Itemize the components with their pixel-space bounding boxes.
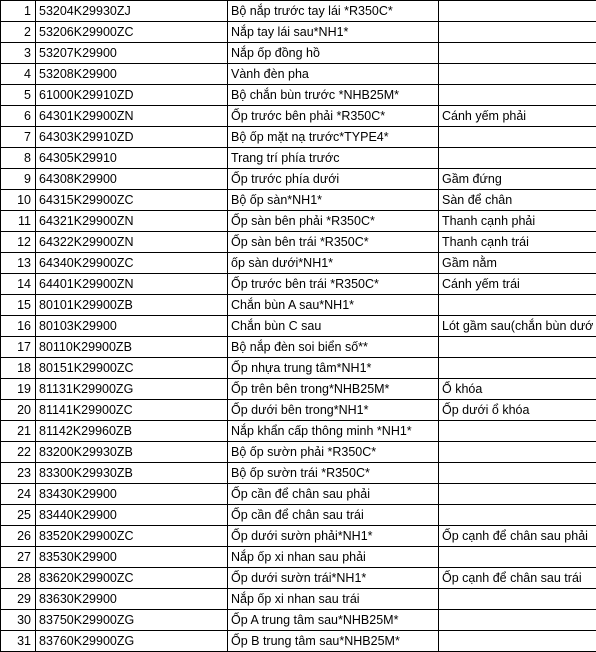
table-row[interactable] bbox=[1, 400, 596, 421]
note-cell[interactable]: Ổ khóa bbox=[439, 379, 596, 400]
note-cell[interactable] bbox=[439, 589, 596, 610]
part-code-cell[interactable]: 81142K29960ZB bbox=[36, 421, 228, 442]
part-name-cell[interactable]: Bộ ốp mặt nạ trước*TYPE4* bbox=[228, 127, 439, 148]
part-code-cell[interactable]: 83620K29900ZC bbox=[36, 568, 228, 589]
table-row[interactable] bbox=[1, 610, 596, 631]
note-cell[interactable]: Sàn để chân bbox=[439, 190, 596, 211]
note-cell[interactable] bbox=[439, 631, 596, 652]
part-name-cell[interactable]: Nắp ốp xi nhan sau trái bbox=[228, 589, 439, 610]
table-row[interactable] bbox=[1, 274, 596, 295]
part-name-cell[interactable]: Ốp sàn bên phải *R350C* bbox=[228, 211, 439, 232]
part-code-cell[interactable]: 64301K29900ZN bbox=[36, 106, 228, 127]
table-row[interactable] bbox=[1, 568, 596, 589]
part-name-cell[interactable]: Bộ nắp đèn soi biển số** bbox=[228, 337, 439, 358]
row-number-cell[interactable]: 4 bbox=[1, 64, 36, 85]
table-row[interactable] bbox=[1, 106, 596, 127]
part-code-cell[interactable]: 83300K29930ZB bbox=[36, 463, 228, 484]
part-name-cell[interactable]: Bộ ốp sườn trái *R350C* bbox=[228, 463, 439, 484]
part-name-cell[interactable]: Bộ chắn bùn trước *NHB25M* bbox=[228, 85, 439, 106]
part-code-cell[interactable]: 64340K29900ZC bbox=[36, 253, 228, 274]
note-cell[interactable] bbox=[439, 295, 596, 316]
note-cell[interactable] bbox=[439, 547, 596, 568]
row-number-cell[interactable]: 24 bbox=[1, 484, 36, 505]
note-cell[interactable] bbox=[439, 337, 596, 358]
part-name-cell[interactable]: Bộ nắp trước tay lái *R350C* bbox=[228, 1, 439, 22]
part-code-cell[interactable]: 64315K29900ZC bbox=[36, 190, 228, 211]
note-cell[interactable] bbox=[439, 463, 596, 484]
part-code-cell[interactable]: 83440K29900 bbox=[36, 505, 228, 526]
table-row[interactable] bbox=[1, 1, 596, 22]
row-number-cell[interactable]: 7 bbox=[1, 127, 36, 148]
part-name-cell[interactable]: Chắn bùn A sau*NH1* bbox=[228, 295, 439, 316]
table-row[interactable] bbox=[1, 295, 596, 316]
table-row[interactable] bbox=[1, 463, 596, 484]
note-cell[interactable]: Lót gầm sau(chắn bùn dướ bbox=[439, 316, 596, 337]
note-cell[interactable] bbox=[439, 442, 596, 463]
part-name-cell[interactable]: Ốp cần để chân sau phải bbox=[228, 484, 439, 505]
part-name-cell[interactable]: Nắp ốp đồng hồ bbox=[228, 43, 439, 64]
table-row[interactable] bbox=[1, 589, 596, 610]
part-name-cell[interactable]: Ốp B trung tâm sau*NHB25M* bbox=[228, 631, 439, 652]
row-number-cell[interactable]: 20 bbox=[1, 400, 36, 421]
row-number-cell[interactable]: 18 bbox=[1, 358, 36, 379]
part-name-cell[interactable]: Ốp dưới sườn trái*NH1* bbox=[228, 568, 439, 589]
note-cell[interactable]: Thanh cạnh trái bbox=[439, 232, 596, 253]
table-row[interactable] bbox=[1, 127, 596, 148]
row-number-cell[interactable]: 30 bbox=[1, 610, 36, 631]
part-code-cell[interactable]: 64308K29900 bbox=[36, 169, 228, 190]
part-code-cell[interactable]: 80110K29900ZB bbox=[36, 337, 228, 358]
part-code-cell[interactable]: 80101K29900ZB bbox=[36, 295, 228, 316]
part-name-cell[interactable]: Chắn bùn C sau bbox=[228, 316, 439, 337]
part-name-cell[interactable]: Nắp ốp xi nhan sau phải bbox=[228, 547, 439, 568]
part-code-cell[interactable]: 61000K29910ZD bbox=[36, 85, 228, 106]
table-row[interactable] bbox=[1, 421, 596, 442]
row-number-cell[interactable]: 3 bbox=[1, 43, 36, 64]
row-number-cell[interactable]: 10 bbox=[1, 190, 36, 211]
part-name-cell[interactable]: Ốp dưới sườn phải*NH1* bbox=[228, 526, 439, 547]
row-number-cell[interactable]: 8 bbox=[1, 148, 36, 169]
part-code-cell[interactable]: 83750K29900ZG bbox=[36, 610, 228, 631]
row-number-cell[interactable]: 1 bbox=[1, 1, 36, 22]
table-row[interactable] bbox=[1, 22, 596, 43]
note-cell[interactable]: Thanh cạnh phải bbox=[439, 211, 596, 232]
row-number-cell[interactable]: 21 bbox=[1, 421, 36, 442]
row-number-cell[interactable]: 28 bbox=[1, 568, 36, 589]
row-number-cell[interactable]: 26 bbox=[1, 526, 36, 547]
note-cell[interactable] bbox=[439, 610, 596, 631]
part-code-cell[interactable]: 80103K29900 bbox=[36, 316, 228, 337]
note-cell[interactable]: Gầm đứng bbox=[439, 169, 596, 190]
row-number-cell[interactable]: 17 bbox=[1, 337, 36, 358]
note-cell[interactable] bbox=[439, 148, 596, 169]
row-number-cell[interactable]: 9 bbox=[1, 169, 36, 190]
part-name-cell[interactable]: Vành đèn pha bbox=[228, 64, 439, 85]
part-name-cell[interactable]: Trang trí phía trước bbox=[228, 148, 439, 169]
part-name-cell[interactable]: Ốp trước phía dưới bbox=[228, 169, 439, 190]
part-code-cell[interactable]: 53207K29900 bbox=[36, 43, 228, 64]
row-number-cell[interactable]: 31 bbox=[1, 631, 36, 652]
part-name-cell[interactable]: Ốp dưới bên trong*NH1* bbox=[228, 400, 439, 421]
note-cell[interactable] bbox=[439, 85, 596, 106]
table-row[interactable] bbox=[1, 148, 596, 169]
part-code-cell[interactable]: 83520K29900ZC bbox=[36, 526, 228, 547]
part-code-cell[interactable]: 83630K29900 bbox=[36, 589, 228, 610]
row-number-cell[interactable]: 16 bbox=[1, 316, 36, 337]
part-name-cell[interactable]: Nắp tay lái sau*NH1* bbox=[228, 22, 439, 43]
table-row[interactable] bbox=[1, 379, 596, 400]
part-name-cell[interactable]: Ốp trước bên phải *R350C* bbox=[228, 106, 439, 127]
row-number-cell[interactable]: 15 bbox=[1, 295, 36, 316]
table-row[interactable] bbox=[1, 232, 596, 253]
table-row[interactable] bbox=[1, 484, 596, 505]
note-cell[interactable] bbox=[439, 127, 596, 148]
table-row[interactable] bbox=[1, 43, 596, 64]
table-row[interactable] bbox=[1, 358, 596, 379]
part-code-cell[interactable]: 83430K29900 bbox=[36, 484, 228, 505]
row-number-cell[interactable]: 25 bbox=[1, 505, 36, 526]
part-code-cell[interactable]: 53206K29900ZC bbox=[36, 22, 228, 43]
row-number-cell[interactable]: 19 bbox=[1, 379, 36, 400]
part-code-cell[interactable]: 80151K29900ZC bbox=[36, 358, 228, 379]
part-code-cell[interactable]: 83760K29900ZG bbox=[36, 631, 228, 652]
table-row[interactable] bbox=[1, 631, 596, 652]
row-number-cell[interactable]: 6 bbox=[1, 106, 36, 127]
row-number-cell[interactable]: 14 bbox=[1, 274, 36, 295]
row-number-cell[interactable]: 2 bbox=[1, 22, 36, 43]
note-cell[interactable]: Cánh yếm trái bbox=[439, 274, 596, 295]
table-row[interactable] bbox=[1, 316, 596, 337]
part-code-cell[interactable]: 81141K29900ZC bbox=[36, 400, 228, 421]
note-cell[interactable]: Ốp dưới ổ khóa bbox=[439, 400, 596, 421]
note-cell[interactable] bbox=[439, 421, 596, 442]
part-code-cell[interactable]: 83200K29930ZB bbox=[36, 442, 228, 463]
row-number-cell[interactable]: 27 bbox=[1, 547, 36, 568]
row-number-cell[interactable]: 29 bbox=[1, 589, 36, 610]
table-row[interactable] bbox=[1, 442, 596, 463]
table-row[interactable] bbox=[1, 64, 596, 85]
part-name-cell[interactable]: Ốp nhựa trung tâm*NH1* bbox=[228, 358, 439, 379]
table-row[interactable] bbox=[1, 337, 596, 358]
note-cell[interactable]: Gầm nằm bbox=[439, 253, 596, 274]
table-row[interactable] bbox=[1, 211, 596, 232]
note-cell[interactable]: Ốp cạnh để chân sau trái bbox=[439, 568, 596, 589]
note-cell[interactable] bbox=[439, 358, 596, 379]
parts-table-body bbox=[1, 1, 596, 652]
table-row[interactable] bbox=[1, 505, 596, 526]
part-name-cell[interactable]: Ốp sàn bên trái *R350C* bbox=[228, 232, 439, 253]
table-row[interactable] bbox=[1, 526, 596, 547]
part-code-cell[interactable]: 53208K29900 bbox=[36, 64, 228, 85]
note-cell[interactable]: Cánh yếm phải bbox=[439, 106, 596, 127]
row-number-cell[interactable]: 5 bbox=[1, 85, 36, 106]
part-code-cell[interactable]: 81131K29900ZG bbox=[36, 379, 228, 400]
part-name-cell[interactable]: Ốp trên bên trong*NHB25M* bbox=[228, 379, 439, 400]
part-name-cell[interactable]: Bộ ốp sàn*NH1* bbox=[228, 190, 439, 211]
row-number-cell[interactable]: 23 bbox=[1, 463, 36, 484]
part-code-cell[interactable]: 64321K29900ZN bbox=[36, 211, 228, 232]
part-name-cell[interactable]: Nắp khẩn cấp thông minh *NH1* bbox=[228, 421, 439, 442]
note-cell[interactable] bbox=[439, 484, 596, 505]
row-number-cell[interactable]: 12 bbox=[1, 232, 36, 253]
table-row[interactable] bbox=[1, 190, 596, 211]
part-code-cell[interactable]: 53204K29930ZJ bbox=[36, 1, 228, 22]
part-code-cell[interactable]: 64303K29910ZD bbox=[36, 127, 228, 148]
part-name-cell[interactable]: ốp sàn dưới*NH1* bbox=[228, 253, 439, 274]
table-row[interactable] bbox=[1, 85, 596, 106]
note-cell[interactable] bbox=[439, 505, 596, 526]
note-cell[interactable] bbox=[439, 22, 596, 43]
part-code-cell[interactable]: 64401K29900ZN bbox=[36, 274, 228, 295]
row-number-cell[interactable]: 11 bbox=[1, 211, 36, 232]
note-cell[interactable] bbox=[439, 64, 596, 85]
part-code-cell[interactable]: 64305K29910 bbox=[36, 148, 228, 169]
part-name-cell[interactable]: Ốp cần để chân sau trái bbox=[228, 505, 439, 526]
part-name-cell[interactable]: Bộ ốp sườn phải *R350C* bbox=[228, 442, 439, 463]
row-number-cell[interactable]: 22 bbox=[1, 442, 36, 463]
table-row[interactable] bbox=[1, 547, 596, 568]
table-row[interactable] bbox=[1, 253, 596, 274]
note-cell[interactable] bbox=[439, 1, 596, 22]
note-cell[interactable] bbox=[439, 43, 596, 64]
row-number-cell[interactable]: 13 bbox=[1, 253, 36, 274]
part-name-cell[interactable]: Ốp A trung tâm sau*NHB25M* bbox=[228, 610, 439, 631]
part-code-cell[interactable]: 83530K29900 bbox=[36, 547, 228, 568]
part-name-cell[interactable]: Ốp trước bên trái *R350C* bbox=[228, 274, 439, 295]
note-cell[interactable]: Ốp cạnh để chân sau phải bbox=[439, 526, 596, 547]
part-code-cell[interactable]: 64322K29900ZN bbox=[36, 232, 228, 253]
table-row[interactable] bbox=[1, 169, 596, 190]
